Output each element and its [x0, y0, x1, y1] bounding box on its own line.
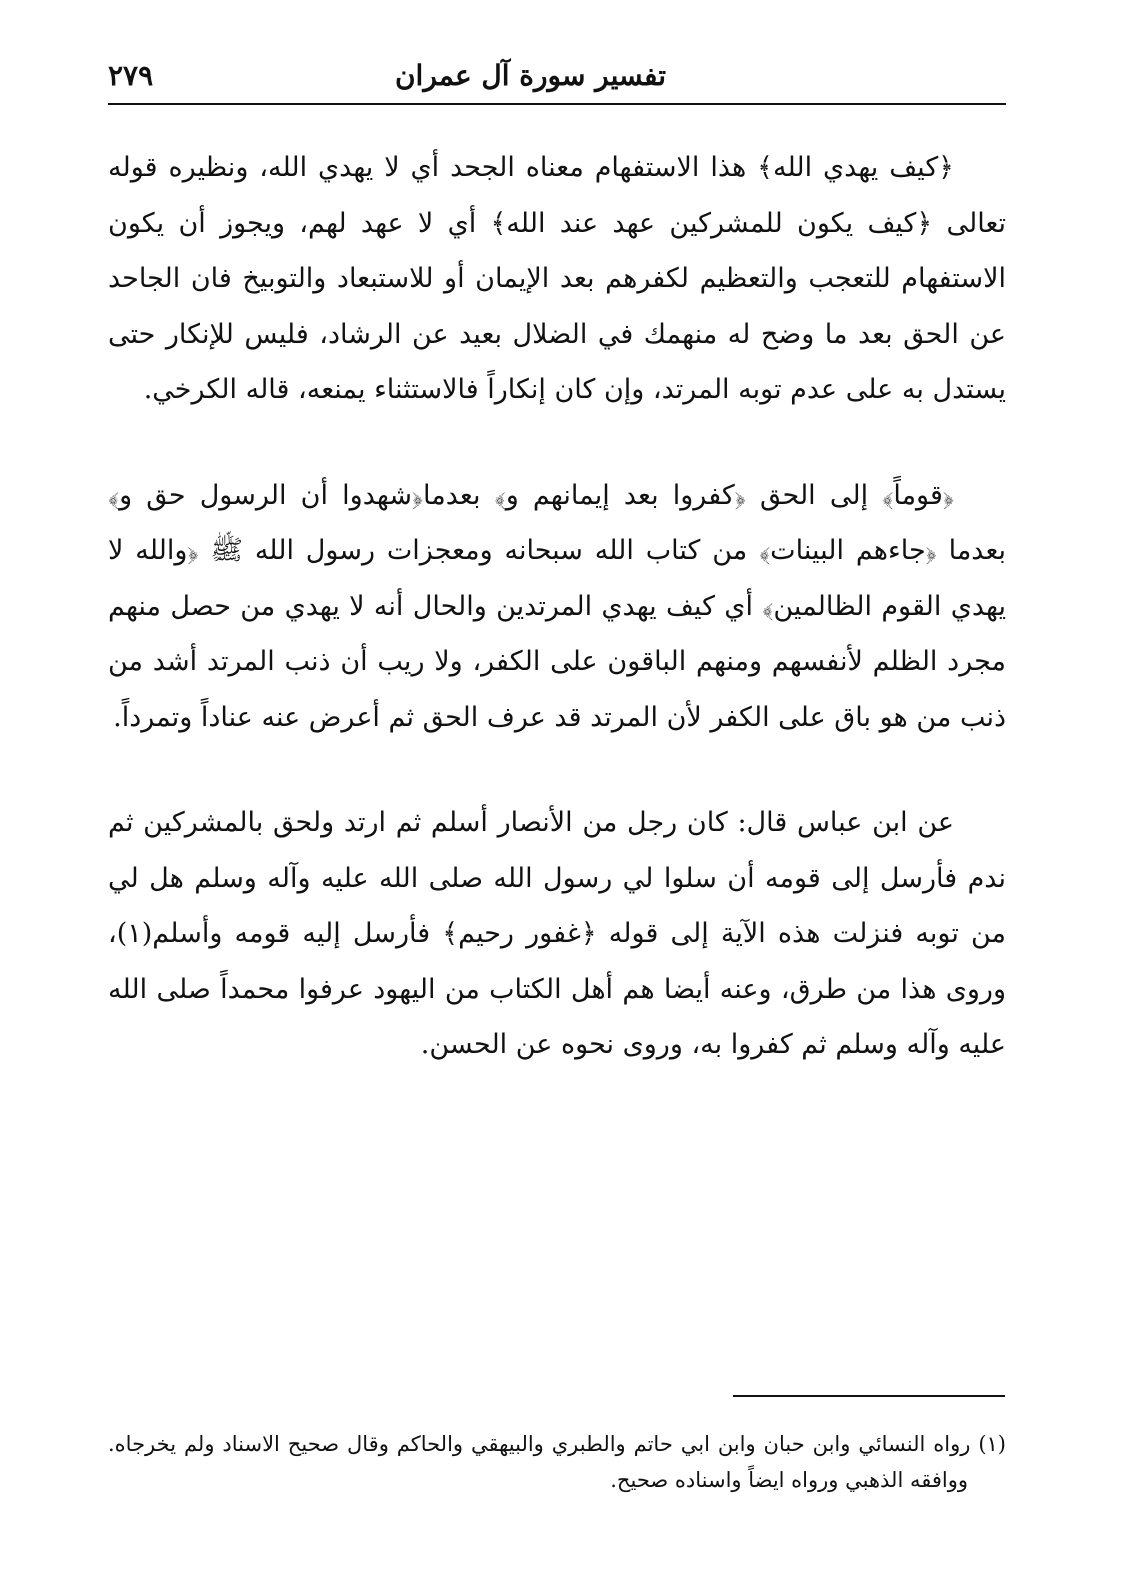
page-number: ٢٧٩ — [108, 59, 154, 92]
running-header-title: تفسير سورة آل عمران — [394, 59, 666, 92]
paragraph: عن ابن عباس قال: كان رجل من الأنصار أسلم ثم ارتد ولحق بالمشركين ثم ندم فأرسل إلى قومه أن سلوا لي رسول الله صلى الله عليه وآله وسلم هل لي من توبه فنزلت هذه الآية إلى قوله ﴿غفور رحيم﴾ فأرسل إليه قومه وأسلم(١)، وروى هذا من طرق، وعنه أيضا هم أهل الكتاب من اليهود عرفوا محمداً صلى الله عليه وآله وسلم ثم كفروا به، وروى نحوه عن الحسن. — [108, 807, 1006, 1060]
footnote-text: (١) رواه النسائي وابن حبان وابن ابي حاتم والطبري والبيهقي والحاكم وقال صحيح الاسناد ولم يخرجاه. ووافقه الذهبي ورواه ايضاً واسناده صحيح. — [108, 1432, 1006, 1492]
paragraph: ﴿كيف يهدي الله﴾ هذا الاستفهام معناه الجحد أي لا يهدي الله، ونظيره قوله تعالى ﴿كيف يكون للمشركين عهد عند الله﴾ أي لا عهد لهم، ويجوز أن يكون الاستفهام للتعجب والتعظيم لكفرهم بعد الإيمان أو للاستبعاد والتوبيخ فان الجاحد عن الحق بعد ما وضح له منهمك في الضلال بعيد عن الرشاد، فليس للإنكار حتى يستدل به على عدم توبه المرتد، وإن كان إنكاراً فالاستثناء يمنعه، قاله الكرخي. — [108, 152, 1006, 405]
running-header — [108, 55, 1006, 105]
footnote — [108, 1426, 1006, 1498]
paragraph: ﴿قوماً﴾ إلى الحق ﴿كفروا بعد إيمانهم و﴾ بعدما﴿شهدوا أن الرسول حق و﴾ بعدما ﴿جاءهم البينات﴾ من كتاب الله سبحانه ومعجزات رسول الله ﷺ ﴿والله لا يهدي القوم الظالمين﴾ أي كيف يهدي المرتدين والحال أنه لا يهدي من حصل منهم مجرد الظلم لأنفسهم ومنهم الباقون على الكفر، ولا ريب أن ذنب المرتد أشد من ذنب من هو باق على الكفر لأن المرتد قد عرف الحق ثم أعرض عنه عناداً وتمرداً. — [108, 479, 1006, 733]
main-text — [108, 140, 1006, 1073]
footnote-rule — [733, 1395, 1005, 1397]
header-rule — [108, 103, 1006, 105]
